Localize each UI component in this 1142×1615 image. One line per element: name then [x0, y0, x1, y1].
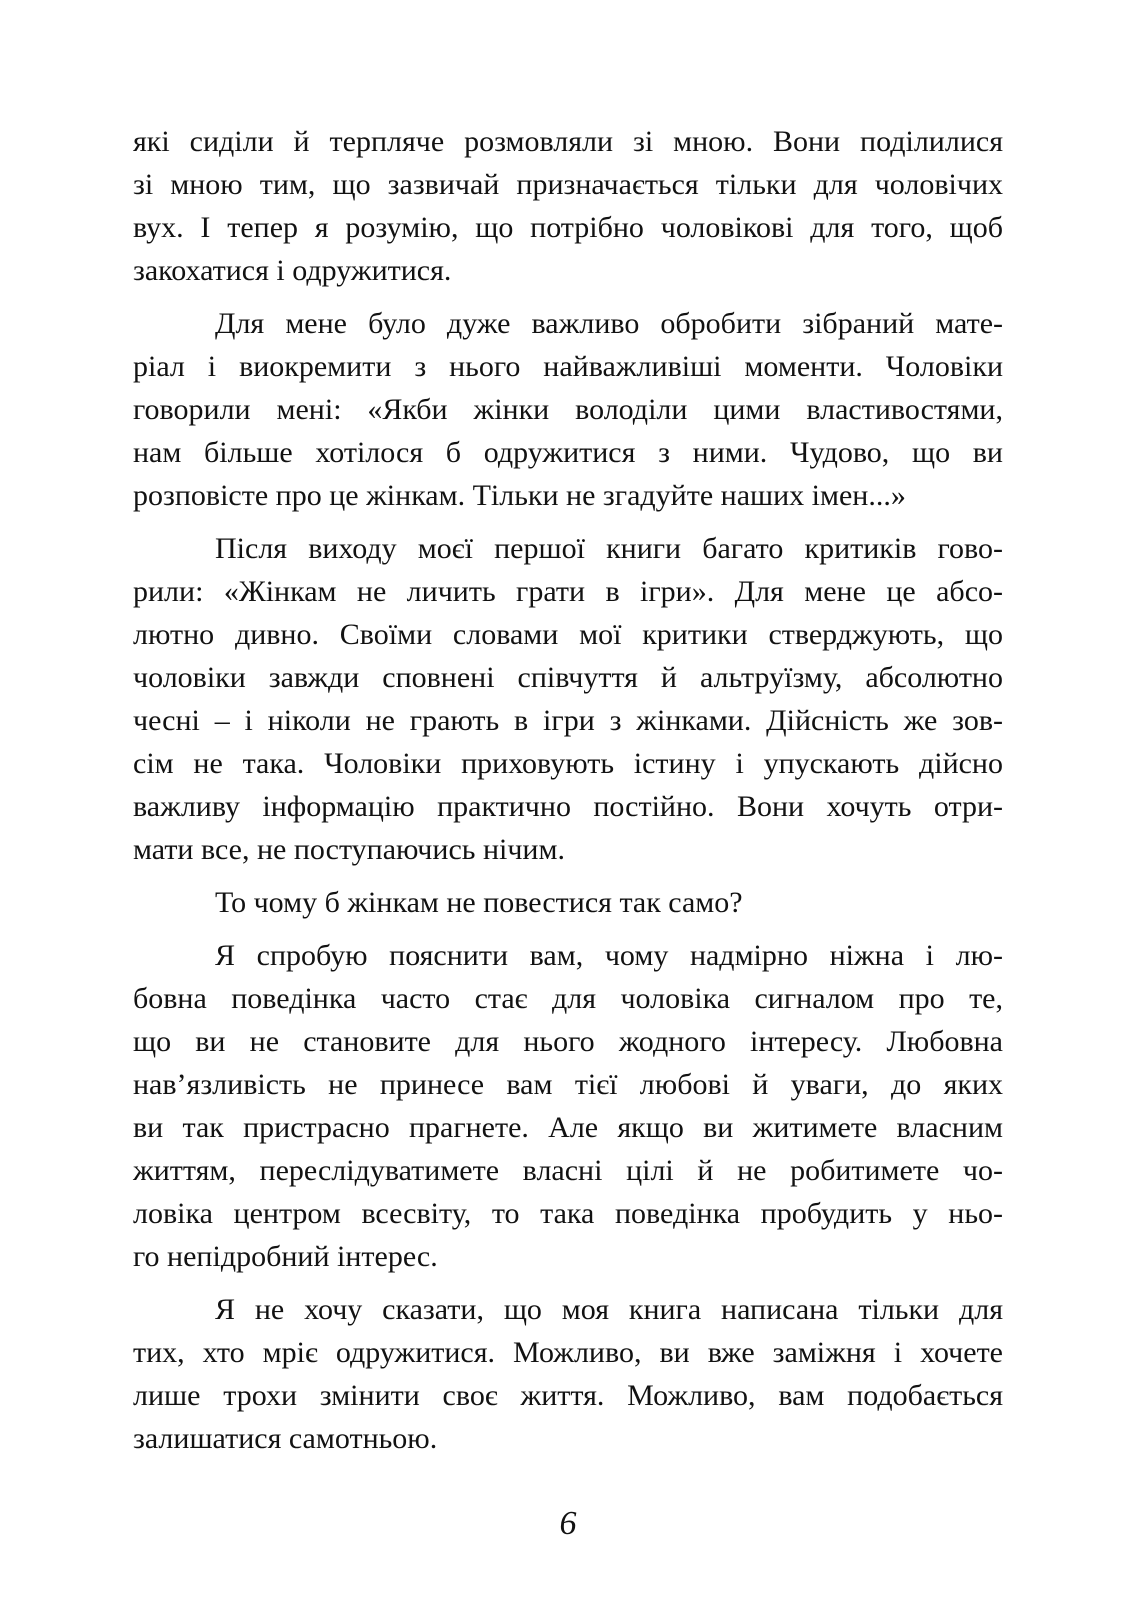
text-line: лише трохи змінити своє життя. Можливо, вам подобається [133, 1379, 1003, 1412]
text-line: го непідробний інтерес. [133, 1240, 438, 1273]
text-line: важливу інформацію практично постійно. Вони хочуть отри- [133, 790, 1003, 823]
text-line: лютно дивно. Своїми словами мої критики стверджують, що [133, 618, 1003, 651]
paragraph [133, 881, 1003, 924]
text-line: нав’язливість не принесе вам тієї любові й уваги, до яких [133, 1068, 1003, 1101]
text-line: залишатися самотньою. [133, 1422, 438, 1455]
text-line: зі мною тим, що зазвичай призначається тільки для чоловічих [133, 168, 1003, 201]
text-line: розповісте про це жінкам. Тільки не згадуйте наших імен...» [133, 479, 906, 512]
paragraph [133, 120, 1003, 292]
paragraph [133, 302, 1003, 517]
text-line: мати все, не поступаючись нічим. [133, 833, 565, 866]
text-line: чоловіки завжди сповнені співчуття й альтруїзму, абсолютно [133, 661, 1003, 694]
text-line: які сиділи й терпляче розмовляли зі мною. Вони поділилися [133, 125, 1003, 158]
text-line: Після виходу моєї першої книги багато критиків гово- [215, 532, 1003, 565]
text-line: бовна поведінка часто стає для чоловіка сигналом про те, [133, 982, 1003, 1015]
text-line: життям, переслідуватимете власні цілі й не робитимете чо- [133, 1154, 1003, 1187]
paragraph [133, 934, 1003, 1278]
text-line: ловіка центром всесвіту, то така поведінка пробудить у ньо- [133, 1197, 1003, 1230]
text-line: ви так пристрасно прагнете. Але якщо ви житимете власним [133, 1111, 1003, 1144]
text-line: вух. І тепер я розумію, що потрібно чоловікові для того, щоб [133, 211, 1003, 244]
text-line: сім не така. Чоловіки приховують істину і упускають дійсно [133, 747, 1003, 780]
text-line: що ви не становите для нього жодного інтересу. Любовна [133, 1025, 1003, 1058]
text-line: То чому б жінкам не повестися так само? [215, 886, 743, 919]
page-number: 6 [559, 1505, 577, 1542]
text-line: ріал і виокремити з нього найважливіші моменти. Чоловіки [133, 350, 1003, 383]
text-line: рили: «Жінкам не личить грати в ігри». Для мене це абсо- [133, 575, 1003, 608]
text-line: говорили мені: «Якби жінки володіли цими властивостями, [133, 393, 1003, 426]
paragraph [133, 527, 1003, 871]
text-line: закохатися і одружитися. [133, 254, 452, 287]
text-line: нам більше хотілося б одружитися з ними. Чудово, що ви [133, 436, 1003, 469]
text-line: чесні – і ніколи не грають в ігри з жінками. Дійсність же зов- [133, 704, 1003, 737]
text-line: Я не хочу сказати, що моя книга написана тільки для [215, 1293, 1003, 1326]
text-line: тих, хто мріє одружитися. Можливо, ви вже заміжня і хочете [133, 1336, 1003, 1369]
text-line: Для мене було дуже важливо обробити зібраний мате- [215, 307, 1003, 340]
paragraph [133, 1288, 1003, 1460]
text-line: Я спробую пояснити вам, чому надмірно ніжна і лю- [215, 939, 1003, 972]
text-body [133, 120, 1003, 1470]
